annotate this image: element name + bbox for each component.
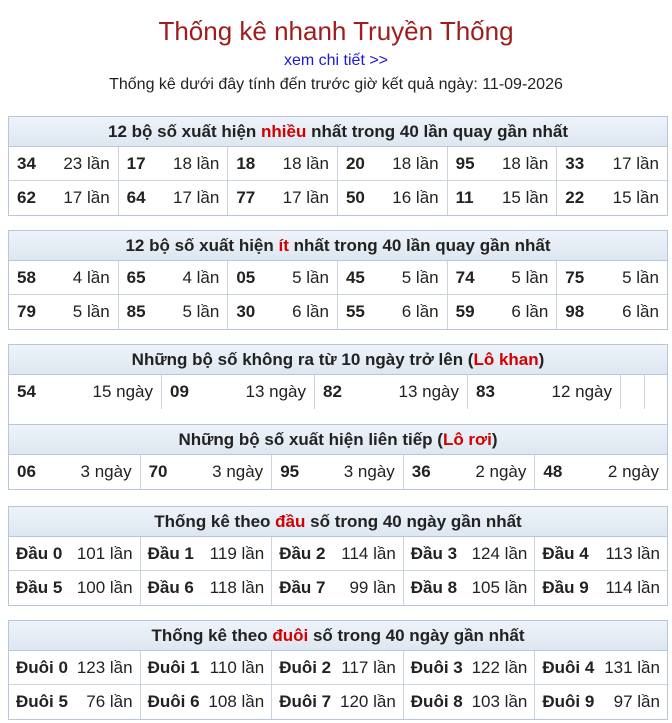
stats-grid [9,261,667,329]
stat-number: 09 [170,382,189,401]
empty-cell [621,375,645,409]
stat-count: 6 lần [622,302,659,321]
stat-cell [535,685,667,719]
stat-number: Đuôi 5 [16,692,68,711]
stat-count: 114 lần [341,543,396,563]
stat-cell [228,261,338,295]
stat-count: 17 lần [63,188,110,207]
section-title: 12 bộ số xuất hiện nhiều nhất trong 40 lần quay gần nhất [9,117,667,147]
stat-cell [141,571,273,605]
stat-cell [9,455,141,489]
stat-cell [9,651,141,685]
stat-cell [404,571,536,605]
stat-number: 50 [345,188,365,207]
stat-count: 5 lần [292,267,329,287]
stat-number: 36 [411,462,431,481]
stat-number: 74 [455,267,475,287]
stat-count: 6 lần [292,302,329,321]
stat-number: 70 [148,462,168,481]
stat-number: 48 [543,462,563,481]
stat-number: 33 [565,153,585,173]
stat-cell [9,181,119,215]
stat-count: 113 lần [605,543,660,563]
stat-count: 3 ngày [80,462,132,481]
stat-cell [228,295,338,329]
stat-cell [141,455,273,489]
stat-count: 18 lần [172,153,220,173]
stat-count: 15 lần [501,188,549,207]
stat-cell [338,261,448,295]
stat-count: 122 lần [471,657,528,677]
stat-number: 95 [280,462,300,481]
stat-count: 23 lần [63,153,110,173]
stat-number: Đuôi 4 [542,657,595,677]
stat-cell [228,147,338,181]
stat-count: 5 lần [622,267,659,287]
stat-number: 59 [455,302,475,321]
page-title: Thống kê nhanh Truyền Thống [158,16,514,46]
stat-number: 11 [455,188,474,207]
stat-count: 12 ngày [551,382,612,401]
stat-count: 123 lần [76,657,133,677]
stat-count: 76 lần [86,692,133,711]
stat-cell [404,651,536,685]
stat-cell [141,537,273,571]
stat-count: 16 lần [392,188,439,207]
stat-number: 17 [126,153,146,173]
stat-count: 4 lần [182,267,220,287]
stat-cell [448,295,558,329]
stat-cell [448,147,558,181]
stat-number: 54 [17,382,36,401]
stat-cell [404,537,536,571]
stat-cell [468,375,621,409]
stat-count: 18 lần [282,153,329,173]
stat-number: Đuôi 3 [410,657,463,677]
stat-count: 117 lần [341,657,396,677]
stat-cell [535,455,667,489]
stat-number: 82 [323,382,342,401]
stat-number: Đầu 3 [410,543,458,563]
stat-number: Đuôi 1 [147,657,200,677]
stat-count: 6 lần [401,302,439,321]
stat-count: 6 lần [511,302,549,321]
stat-count: 17 lần [282,188,329,207]
most-frequent-section [8,116,668,216]
stat-number: Đuôi 7 [279,692,332,711]
stat-cell [9,571,141,605]
stat-number: 20 [345,153,365,173]
duoi-section [8,620,668,720]
stat-count: 110 lần [209,657,265,677]
stat-number: 06 [17,462,36,481]
stat-cell [119,295,229,329]
stat-count: 97 lần [613,692,660,711]
stat-count: 18 lần [392,153,439,173]
section-title: Những bộ số không ra từ 10 ngày trở lên (Lô khan) [9,345,667,375]
stat-number: 62 [17,188,36,207]
stat-number: Đầu 9 [542,578,589,597]
stats-grid [9,537,667,605]
stat-count: 124 lần [471,543,528,563]
stat-cell [338,147,448,181]
stat-count: 4 lần [72,267,110,287]
stat-number: 65 [126,267,146,287]
stat-count: 5 lần [72,302,110,321]
stat-number: 77 [236,188,256,207]
stat-number: 05 [236,267,256,287]
stat-cell [9,685,141,719]
stat-cell [338,295,448,329]
stat-number: 75 [565,267,585,287]
stats-grid [9,147,667,215]
stat-count: 99 lần [349,578,396,597]
stat-cell [9,537,141,571]
stat-cell [162,375,315,409]
page-header [0,0,672,94]
stat-number: 34 [17,153,36,173]
stat-count: 13 ngày [245,382,306,401]
stat-cell [272,571,404,605]
stat-count: 3 ngày [343,462,395,481]
stat-number: 64 [126,188,146,207]
stat-number: Đuôi 6 [147,692,200,711]
section-title: Thống kê theo đầu số trong 40 ngày gần nhất [9,507,667,537]
stat-cell [228,181,338,215]
stat-cell [535,651,667,685]
stat-number: Đầu 6 [147,578,194,597]
stat-cell [119,261,229,295]
stat-number: 83 [476,382,495,401]
stat-count: 2 ngày [475,462,527,481]
stat-cell [315,375,468,409]
stat-cell [557,147,667,181]
stat-count: 15 ngày [92,382,153,401]
section-title: Những bộ số xuất hiện liên tiếp (Lô rơi) [9,425,667,455]
stat-number: Đầu 7 [279,578,326,597]
stat-count: 120 lần [340,692,396,711]
stats-grid [9,651,667,719]
date-note: Thống kê dưới đây tính đến trước giờ kết quả ngày: 11-09-2026 [109,76,563,93]
stat-count: 2 ngày [607,462,659,481]
stat-cell [9,375,162,409]
stat-number: Đầu 4 [542,543,589,563]
lo-roi-section [8,424,668,490]
stat-number: 98 [565,302,585,321]
stat-cell [535,537,667,571]
stat-count: 3 ngày [212,462,264,481]
stat-cell [272,537,404,571]
stat-number: Đầu 8 [410,578,458,597]
stat-count: 13 ngày [398,382,459,401]
section-title: Thống kê theo đuôi số trong 40 ngày gần nhất [9,621,667,651]
stat-cell [557,295,667,329]
stat-cell [272,685,404,719]
stat-count: 119 lần [209,543,265,563]
stat-count: 100 lần [76,578,133,597]
stat-number: 22 [565,188,585,207]
stat-number: Đuôi 0 [16,657,68,677]
stat-number: 85 [126,302,146,321]
stat-number: 79 [17,302,36,321]
view-details-link[interactable]: xem chi tiết >> [283,52,389,69]
stat-count: 15 lần [612,188,659,207]
stat-count: 5 lần [401,267,439,287]
stat-cell [272,455,404,489]
stat-number: 58 [17,267,36,287]
stat-cell [119,181,229,215]
stats-grid [9,455,667,489]
stat-count: 114 lần [605,578,660,597]
stat-cell [448,181,558,215]
stat-count: 18 lần [501,153,549,173]
section-title: 12 bộ số xuất hiện ít nhất trong 40 lần quay gần nhất [9,231,667,261]
stat-count: 17 lần [612,153,659,173]
stat-count: 118 lần [209,578,265,597]
least-frequent-section [8,230,668,330]
stat-number: Đầu 5 [16,578,63,597]
stat-cell [338,181,448,215]
stat-cell [557,181,667,215]
stat-cell [141,651,273,685]
stat-count: 17 lần [172,188,220,207]
stat-cell [141,685,273,719]
stat-number: Đuôi 9 [542,692,595,711]
dau-section [8,506,668,606]
stat-count: 103 lần [471,692,528,711]
stat-number: 18 [236,153,256,173]
stat-cell [272,651,404,685]
stat-cell [9,295,119,329]
stat-cell [557,261,667,295]
stat-cell [535,571,667,605]
stat-cell [404,685,536,719]
stat-cell [448,261,558,295]
stat-count: 131 lần [604,657,660,677]
stat-count: 5 lần [182,302,220,321]
stat-number: Đuôi 8 [410,692,463,711]
stat-number: Đuôi 2 [279,657,332,677]
stat-count: 101 lần [76,543,133,563]
stat-number: Đầu 2 [279,543,326,563]
stat-number: Đầu 1 [147,543,194,563]
stat-cell [9,261,119,295]
stat-number: 30 [236,302,256,321]
stat-number: Đầu 0 [16,543,63,563]
stat-count: 105 lần [471,578,528,597]
stat-number: 55 [345,302,365,321]
stat-number: 45 [345,267,365,287]
stat-cell [404,455,536,489]
stat-count: 108 lần [208,692,265,711]
stat-number: 95 [455,153,475,173]
stat-cell [9,147,119,181]
stat-count: 5 lần [511,267,549,287]
stat-cell [119,147,229,181]
